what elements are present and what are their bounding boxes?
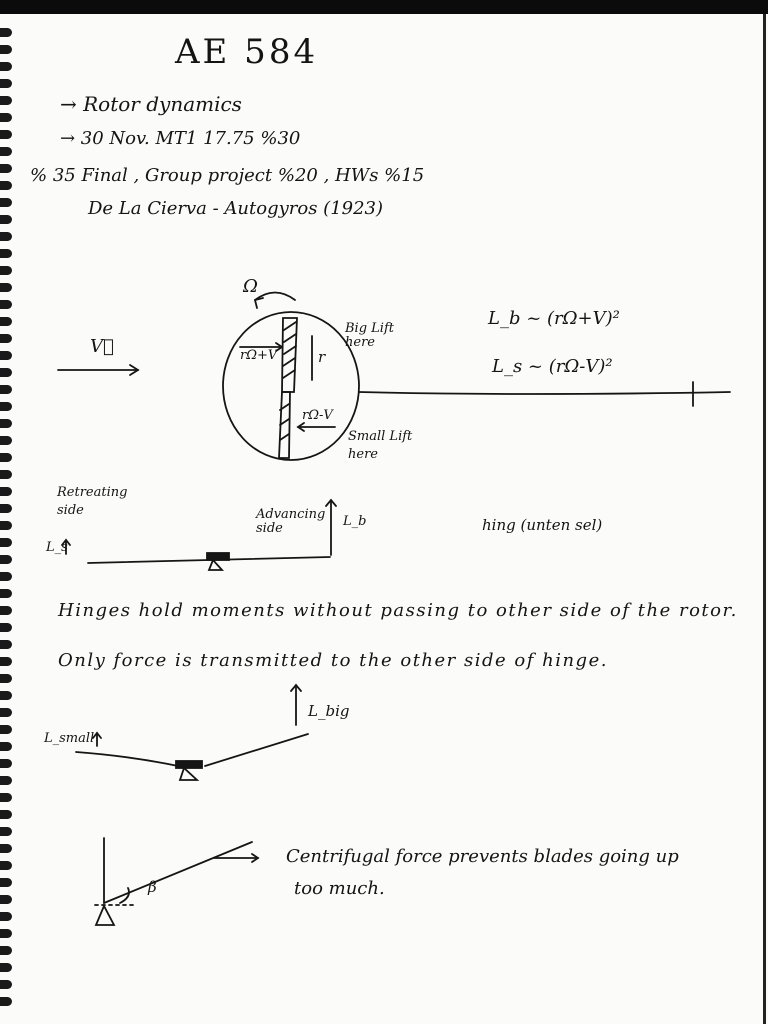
radius-label: r: [318, 348, 326, 366]
coned-blade: [104, 842, 252, 903]
ls-label: L_s: [46, 540, 68, 555]
force-transmitted-text: Only force is transmitted to the other side of hinge.: [58, 650, 608, 671]
midterm-line: → 30 Nov. MT1 17.75 %30: [60, 128, 301, 149]
hinge-note: hing (unten sel): [482, 516, 603, 534]
advancing-side-label: Advancing side: [256, 507, 326, 536]
centrifugal-note-line1: Centrifugal force prevents blades going up: [286, 846, 679, 867]
lb-label: L_b: [343, 514, 367, 529]
omega-label: Ω: [243, 276, 258, 297]
lsmall-label: L_small: [44, 731, 95, 746]
flap-beam-right: [205, 734, 308, 766]
grading-line: % 35 Final , Group project %20 , HWs %15: [30, 165, 425, 186]
retreating-speed-label: rΩ-V: [302, 408, 333, 423]
lift-big-equation: L_b ~ (rΩ+V)²: [488, 308, 620, 329]
beta-label: β: [148, 878, 157, 896]
course-title: AE 584: [175, 32, 319, 72]
lift-small-equation: L_s ~ (rΩ-V)²: [492, 356, 613, 377]
flap-beam-left: [76, 752, 178, 766]
big-lift-note: Big Lift here: [345, 321, 394, 350]
tail-boom: [359, 392, 730, 394]
advancing-speed-label: rΩ+V: [240, 348, 278, 363]
small-lift-note: Small Lift here: [348, 429, 413, 462]
centrifugal-note-line2: too much.: [294, 878, 385, 899]
hinge-moments-text: Hinges hold moments without passing to other side of the rotor.: [58, 600, 738, 621]
history-line: De La Cierva - Autogyros (1923): [88, 198, 384, 219]
velocity-label: V⃗: [90, 336, 114, 357]
topic-line: → Rotor dynamics: [60, 92, 242, 116]
retreating-side-label: Retreating side: [57, 485, 128, 518]
lbig-label: L_big: [308, 702, 350, 720]
rotor-disk: [223, 312, 359, 460]
